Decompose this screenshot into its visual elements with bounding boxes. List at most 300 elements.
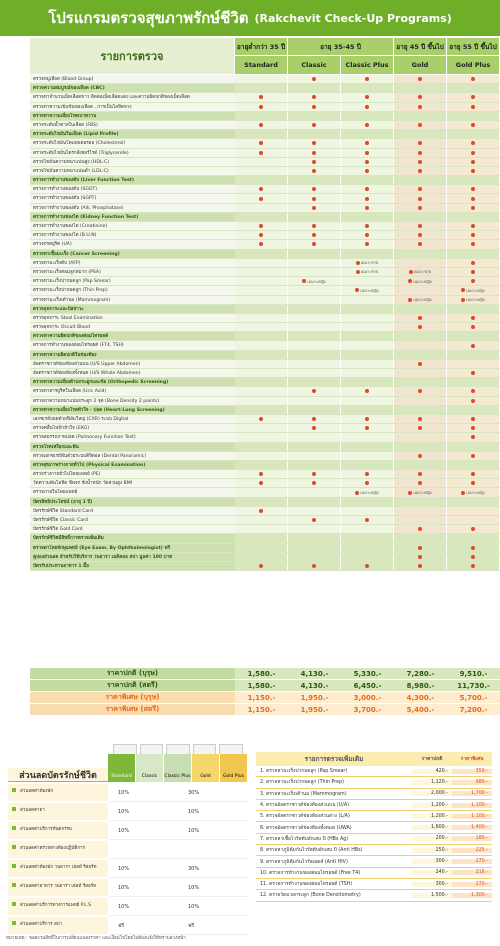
included-dot-icon bbox=[418, 564, 422, 568]
cell-col-5 bbox=[447, 544, 500, 552]
included-dot-icon bbox=[471, 426, 475, 430]
cell-col-3 bbox=[341, 259, 394, 267]
card-discount-row bbox=[8, 803, 248, 821]
cell-col-3 bbox=[341, 93, 394, 101]
header-gold bbox=[394, 38, 447, 74]
included-dot-icon bbox=[418, 187, 422, 191]
included-dot-icon bbox=[365, 123, 369, 127]
included-dot-icon bbox=[418, 151, 422, 155]
table-row bbox=[30, 369, 500, 378]
cell-col-4 bbox=[394, 433, 447, 441]
cell-col-1 bbox=[235, 296, 288, 304]
cell-col-4 bbox=[394, 360, 447, 368]
addon-regular-price: 240.- bbox=[412, 870, 452, 875]
card-discount-label: ส่วนลดค่าบริการทันตกรรม bbox=[8, 822, 108, 840]
row-label: ตรวจระดับไขมันในเลือด (Lipid Profile) bbox=[30, 130, 235, 138]
cell-col-3 bbox=[341, 360, 394, 368]
table-row bbox=[30, 194, 500, 203]
cell-col-2 bbox=[288, 314, 341, 322]
cell-col-4 bbox=[394, 461, 447, 469]
included-dot-icon bbox=[365, 564, 369, 568]
addon-row bbox=[256, 868, 492, 879]
included-dot-icon bbox=[471, 95, 475, 99]
cell-col-5 bbox=[447, 443, 500, 451]
cell-col-4 bbox=[394, 296, 447, 304]
addon-tests-panel bbox=[256, 752, 492, 902]
included-dot-icon bbox=[461, 288, 465, 292]
table-row bbox=[30, 433, 500, 442]
included-dot-icon bbox=[471, 279, 475, 283]
cell-col-5 bbox=[447, 185, 500, 193]
table-row bbox=[30, 121, 500, 130]
cell-col-4 bbox=[394, 479, 447, 487]
row-label: ตรวจหาความผิดปกติในช่องท้อง bbox=[30, 351, 235, 359]
cell-col-3 bbox=[341, 452, 394, 460]
cell-col-1 bbox=[235, 121, 288, 129]
cell-col-4 bbox=[394, 204, 447, 212]
cell-col-2 bbox=[288, 250, 341, 258]
included-dot-icon bbox=[312, 233, 316, 237]
cell-col-2 bbox=[288, 387, 341, 395]
addon-regular-price: 300.- bbox=[412, 882, 452, 887]
included-dot-icon bbox=[312, 95, 316, 99]
cell-note: เฉพาะชาย bbox=[360, 260, 379, 266]
card-col-header: Standard bbox=[108, 754, 136, 782]
card-discount-premium: 30% bbox=[178, 860, 248, 878]
included-dot-icon bbox=[312, 426, 316, 430]
cell-col-5 bbox=[447, 323, 500, 331]
cell-col-3 bbox=[341, 415, 394, 423]
cell-note: เฉพาะหญิง bbox=[466, 489, 485, 495]
cell-col-4 bbox=[394, 185, 447, 193]
addon-special-price: 1,700.- bbox=[452, 791, 492, 796]
cell-col-2 bbox=[288, 194, 341, 202]
cell-col-5 bbox=[447, 93, 500, 101]
cell-col-1 bbox=[235, 305, 288, 313]
left-margin bbox=[0, 38, 30, 718]
page-header bbox=[0, 0, 500, 36]
cell-col-2 bbox=[288, 158, 341, 166]
title-english: (Rakchevit Check-Up Programs) bbox=[254, 11, 452, 25]
header-standard-label: Standard bbox=[244, 61, 278, 69]
row-label: ตรวจหาความเข้มข้นของเลือด , การเป็นโลหิตจาง bbox=[30, 103, 235, 111]
addon-special-price: 980.- bbox=[452, 780, 492, 785]
price-value: 7,200.- bbox=[459, 705, 488, 714]
cell-col-3 bbox=[341, 424, 394, 432]
cell-col-4 bbox=[394, 75, 447, 83]
cell-col-2 bbox=[288, 139, 341, 147]
cell-col-1 bbox=[235, 525, 288, 533]
cell-col-3 bbox=[341, 378, 394, 386]
included-dot-icon bbox=[365, 242, 369, 246]
cell-col-3 bbox=[341, 213, 394, 221]
table-row bbox=[30, 204, 500, 213]
header-standard bbox=[235, 38, 288, 74]
cell-col-5 bbox=[447, 158, 500, 166]
addon-row bbox=[256, 856, 492, 867]
addon-special-price: 1,100.- bbox=[452, 803, 492, 808]
cell-col-4 bbox=[394, 158, 447, 166]
card-discount-label: ส่วนลดค่าอาหาร วนธารา เฮลท์ รีสอร์ท bbox=[8, 879, 108, 897]
table-row bbox=[30, 139, 500, 148]
included-dot-icon bbox=[312, 187, 316, 191]
cell-col-2 bbox=[288, 149, 341, 157]
cell-col-3 bbox=[341, 240, 394, 248]
cell-col-4 bbox=[394, 544, 447, 552]
included-dot-icon bbox=[365, 169, 369, 173]
cell-col-5 bbox=[447, 75, 500, 83]
cell-col-3 bbox=[341, 112, 394, 120]
cell-col-4 bbox=[394, 534, 447, 542]
row-label: บัตรรักษ์ชีวิต Classic Card bbox=[30, 516, 235, 524]
addon-special-price: 180.- bbox=[452, 836, 492, 841]
addon-regular-price: 420.- bbox=[412, 769, 452, 774]
included-dot-icon bbox=[418, 206, 422, 210]
cell-col-3 bbox=[341, 406, 394, 414]
cell-col-5 bbox=[447, 415, 500, 423]
cell-col-4 bbox=[394, 250, 447, 258]
included-dot-icon bbox=[365, 151, 369, 155]
category-row bbox=[30, 176, 500, 185]
category-row bbox=[30, 84, 500, 93]
included-dot-icon bbox=[312, 105, 316, 109]
included-dot-icon bbox=[259, 472, 263, 476]
cell-col-2 bbox=[288, 525, 341, 533]
header-gold-plus bbox=[447, 38, 500, 74]
cell-col-5 bbox=[447, 452, 500, 460]
row-label: วัดความดันโลหิต ชีพจร ชั่งน้ำหนัก วัดส่วนสูง BMI bbox=[30, 479, 235, 487]
cell-col-2 bbox=[288, 84, 341, 92]
included-dot-icon bbox=[356, 261, 360, 265]
price-value: 7,280.- bbox=[406, 669, 435, 678]
card-discount-premium bbox=[178, 841, 248, 859]
cell-col-4 bbox=[394, 406, 447, 414]
cell-col-4 bbox=[394, 507, 447, 515]
included-dot-icon bbox=[365, 187, 369, 191]
cell-col-2 bbox=[288, 286, 341, 294]
row-label: ตรวจโรคเหงือกและฟัน bbox=[30, 443, 235, 451]
included-dot-icon bbox=[312, 160, 316, 164]
cell-col-2 bbox=[288, 323, 341, 331]
cell-col-3 bbox=[341, 204, 394, 212]
price-label: ราคาพิเศษ (บุรุษ) bbox=[30, 692, 235, 703]
header-item-col: รายการตรวจ bbox=[30, 38, 235, 74]
cell-col-3 bbox=[341, 443, 394, 451]
included-dot-icon bbox=[259, 224, 263, 228]
row-label: อัลตราซาวด์ช่องท้องส่วนบน (U/S Upper Abdomen) bbox=[30, 360, 235, 368]
cell-col-4 bbox=[394, 314, 447, 322]
price-value: 9,510.- bbox=[459, 669, 488, 678]
cell-col-1 bbox=[235, 424, 288, 432]
included-dot-icon bbox=[312, 389, 316, 393]
included-dot-icon bbox=[418, 95, 422, 99]
cell-col-4 bbox=[394, 103, 447, 111]
cell-col-3 bbox=[341, 231, 394, 239]
cell-col-3 bbox=[341, 397, 394, 405]
included-dot-icon bbox=[312, 472, 316, 476]
row-label: ตรวจหามะเร็งเต้านม (Mammogram) bbox=[30, 296, 235, 304]
card-discount-row bbox=[8, 860, 248, 878]
included-dot-icon bbox=[471, 546, 475, 550]
cell-col-5 bbox=[447, 268, 500, 276]
row-label: ตรวจการทำงานของไต (Creatinine) bbox=[30, 222, 235, 230]
included-dot-icon bbox=[365, 197, 369, 201]
cell-col-2 bbox=[288, 553, 341, 561]
cell-col-1 bbox=[235, 185, 288, 193]
cell-col-4 bbox=[394, 397, 447, 405]
cell-col-5 bbox=[447, 286, 500, 294]
cell-col-2 bbox=[288, 167, 341, 175]
cell-col-2 bbox=[288, 121, 341, 129]
cell-col-1 bbox=[235, 314, 288, 322]
card-discount-label: ส่วนลดค่าห้องพัก bbox=[8, 784, 108, 802]
cell-col-2 bbox=[288, 360, 341, 368]
included-dot-icon bbox=[471, 206, 475, 210]
cell-col-1 bbox=[235, 369, 288, 377]
price-value: 1,950.- bbox=[300, 705, 329, 714]
addon-row bbox=[256, 879, 492, 890]
included-dot-icon bbox=[365, 481, 369, 485]
cell-col-1 bbox=[235, 204, 288, 212]
cell-col-5 bbox=[447, 488, 500, 496]
price-value: 1,580.- bbox=[247, 669, 276, 678]
card-discount-premium: ฟรี bbox=[178, 917, 248, 935]
included-dot-icon bbox=[365, 472, 369, 476]
included-dot-icon bbox=[418, 105, 422, 109]
header-classic-plus-label: Classic Plus bbox=[345, 61, 389, 69]
addon-special-price: 216.- bbox=[452, 870, 492, 875]
table-row bbox=[30, 314, 500, 323]
cell-col-1 bbox=[235, 516, 288, 524]
included-dot-icon bbox=[418, 197, 422, 201]
addon-regular-price-header: ราคาปกติ bbox=[421, 756, 443, 762]
addon-special-price: 270.- bbox=[452, 882, 492, 887]
cell-col-3 bbox=[341, 498, 394, 506]
included-dot-icon bbox=[471, 481, 475, 485]
cell-col-4 bbox=[394, 130, 447, 138]
cell-col-5 bbox=[447, 424, 500, 432]
cell-col-2 bbox=[288, 424, 341, 432]
cell-col-1 bbox=[235, 130, 288, 138]
cell-col-5 bbox=[447, 231, 500, 239]
cell-col-5 bbox=[447, 341, 500, 349]
cell-col-3 bbox=[341, 562, 394, 570]
included-dot-icon bbox=[408, 491, 412, 495]
cell-col-3 bbox=[341, 149, 394, 157]
included-dot-icon bbox=[312, 242, 316, 246]
included-dot-icon bbox=[259, 95, 263, 99]
cell-col-5 bbox=[447, 194, 500, 202]
included-dot-icon bbox=[408, 298, 412, 302]
row-label: ตรวจร่างกายทั่วไปโดยแพทย์ (PE) bbox=[30, 470, 235, 478]
cell-col-3 bbox=[341, 167, 394, 175]
cell-col-1 bbox=[235, 139, 288, 147]
cell-col-3 bbox=[341, 158, 394, 166]
cell-col-3 bbox=[341, 516, 394, 524]
table-row bbox=[30, 387, 500, 396]
table-row bbox=[30, 149, 500, 158]
row-label: ตรวจหาความเสี่ยงด้านกระดูกและข้อ (Orthopedic Screening) bbox=[30, 378, 235, 386]
included-dot-icon bbox=[471, 141, 475, 145]
included-dot-icon bbox=[365, 389, 369, 393]
included-dot-icon bbox=[471, 555, 475, 559]
included-dot-icon bbox=[365, 77, 369, 81]
cell-col-3 bbox=[341, 84, 394, 92]
cell-col-1 bbox=[235, 84, 288, 92]
included-dot-icon bbox=[471, 417, 475, 421]
included-dot-icon bbox=[471, 399, 475, 403]
cell-col-2 bbox=[288, 461, 341, 469]
cell-col-5 bbox=[447, 387, 500, 395]
cell-col-1 bbox=[235, 351, 288, 359]
table-row bbox=[30, 525, 500, 534]
included-dot-icon bbox=[312, 481, 316, 485]
category-row bbox=[30, 406, 500, 415]
cell-col-5 bbox=[447, 461, 500, 469]
card-discount-row bbox=[8, 822, 248, 840]
cell-col-3 bbox=[341, 544, 394, 552]
included-dot-icon bbox=[418, 426, 422, 430]
cell-col-3 bbox=[341, 387, 394, 395]
addon-special-price-header: ราคาพิเศษ bbox=[460, 756, 484, 762]
cell-col-5 bbox=[447, 222, 500, 230]
cell-col-1 bbox=[235, 553, 288, 561]
included-dot-icon bbox=[312, 564, 316, 568]
card-discount-label: ส่วนลดค่าบริการทางการแพทย์ P.L.S bbox=[8, 898, 108, 916]
cell-col-2 bbox=[288, 406, 341, 414]
card-discount-row bbox=[8, 784, 248, 802]
included-dot-icon bbox=[259, 509, 263, 513]
cell-col-4 bbox=[394, 443, 447, 451]
included-dot-icon bbox=[409, 270, 413, 274]
included-dot-icon bbox=[471, 325, 475, 329]
cell-col-4 bbox=[394, 470, 447, 478]
included-dot-icon bbox=[418, 546, 422, 550]
cell-col-2 bbox=[288, 507, 341, 515]
cell-col-3 bbox=[341, 507, 394, 515]
included-dot-icon bbox=[365, 141, 369, 145]
cell-col-3 bbox=[341, 130, 394, 138]
cell-col-3 bbox=[341, 332, 394, 340]
included-dot-icon bbox=[471, 224, 475, 228]
card-discount-label: ส่วนลดค่ายา bbox=[8, 803, 108, 821]
cell-note: เฉพาะชาย bbox=[413, 269, 432, 275]
table-row bbox=[30, 341, 500, 350]
cell-col-1 bbox=[235, 406, 288, 414]
header-age-45-plus: อายุ 45 ปี ขึ้นไป bbox=[394, 38, 446, 56]
cell-col-3 bbox=[341, 185, 394, 193]
cell-col-5 bbox=[447, 397, 500, 405]
row-label: ตรวจคลื่นไฟฟ้าหัวใจ (EKG) bbox=[30, 424, 235, 432]
price-row bbox=[30, 692, 500, 704]
row-label: ตรวจหาเชื้อมะเร็ง (Cancer Screening) bbox=[30, 250, 235, 258]
cell-col-4 bbox=[394, 516, 447, 524]
cell-col-2 bbox=[288, 222, 341, 230]
included-dot-icon bbox=[461, 298, 465, 302]
row-label: ตรวจการทำงานของตับ (SGPT) bbox=[30, 194, 235, 202]
category-row bbox=[30, 332, 500, 341]
table-row bbox=[30, 259, 500, 268]
table-row bbox=[30, 516, 500, 525]
card-discount-standard: 10% bbox=[108, 822, 178, 840]
price-value: 11,730.- bbox=[457, 681, 490, 690]
table-row bbox=[30, 222, 500, 231]
cell-col-1 bbox=[235, 470, 288, 478]
included-dot-icon bbox=[365, 224, 369, 228]
addon-name: 8. ตรวจหาภูมิคุ้มกันไวรัสตับอักเสบ บี (Anti HBs) bbox=[260, 848, 363, 854]
cell-col-3 bbox=[341, 250, 394, 258]
addon-name: 11. ตรวจการทำงานของต่อมไทรอยด์ (TSH) bbox=[260, 882, 353, 888]
cell-col-3 bbox=[341, 369, 394, 377]
cell-col-5 bbox=[447, 360, 500, 368]
price-row bbox=[30, 668, 500, 680]
included-dot-icon bbox=[259, 187, 263, 191]
category-row bbox=[30, 562, 500, 571]
row-label: ตรวจระดับไขมันไตรกลีเซอร์ไรด์ (Triglyceride) bbox=[30, 149, 235, 157]
cell-col-3 bbox=[341, 461, 394, 469]
card-discount-standard: 10% bbox=[108, 784, 178, 802]
addon-special-price: 270.- bbox=[452, 859, 492, 864]
table-row bbox=[30, 231, 500, 240]
cell-col-2 bbox=[288, 240, 341, 248]
cell-col-5 bbox=[447, 433, 500, 441]
cell-col-3 bbox=[341, 222, 394, 230]
cell-col-3 bbox=[341, 139, 394, 147]
cell-col-4 bbox=[394, 351, 447, 359]
price-value: 6,450.- bbox=[353, 681, 382, 690]
price-label: ราคาปกติ (สตรี) bbox=[30, 680, 235, 691]
cell-col-1 bbox=[235, 176, 288, 184]
cell-col-4 bbox=[394, 139, 447, 147]
cell-col-4 bbox=[394, 424, 447, 432]
price-value: 5,700.- bbox=[459, 693, 488, 702]
cell-col-5 bbox=[447, 351, 500, 359]
row-label: ตรวจหามะเร็งปากมดลูก (Pap Smear) bbox=[30, 277, 235, 285]
card-discount-standard: 10% bbox=[108, 898, 178, 916]
cell-col-5 bbox=[447, 406, 500, 414]
price-value: 4,130.- bbox=[300, 669, 329, 678]
cell-col-4 bbox=[394, 194, 447, 202]
cell-col-4 bbox=[394, 452, 447, 460]
row-label: ตรวจการทำงานของตับ (Alk. Phosphatase) bbox=[30, 204, 235, 212]
included-dot-icon bbox=[418, 527, 422, 531]
cell-col-4 bbox=[394, 341, 447, 349]
addon-special-price: 1,300.- bbox=[452, 893, 492, 898]
cell-col-1 bbox=[235, 277, 288, 285]
category-row bbox=[30, 250, 500, 259]
cell-col-2 bbox=[288, 185, 341, 193]
cell-col-4 bbox=[394, 305, 447, 313]
addon-regular-price: 1,200.- bbox=[412, 814, 452, 819]
included-dot-icon bbox=[365, 95, 369, 99]
included-dot-icon bbox=[471, 454, 475, 458]
card-col-header: Gold Plus bbox=[220, 754, 248, 782]
included-dot-icon bbox=[418, 454, 422, 458]
cell-col-2 bbox=[288, 305, 341, 313]
cell-col-5 bbox=[447, 369, 500, 377]
table-row bbox=[30, 75, 500, 84]
included-dot-icon bbox=[418, 555, 422, 559]
cell-col-1 bbox=[235, 498, 288, 506]
card-discount-standard: 10% bbox=[108, 879, 178, 897]
cell-col-4 bbox=[394, 259, 447, 267]
included-dot-icon bbox=[365, 518, 369, 522]
included-dot-icon bbox=[365, 206, 369, 210]
included-dot-icon bbox=[471, 371, 475, 375]
cell-col-2 bbox=[288, 397, 341, 405]
category-row bbox=[30, 213, 500, 222]
cell-col-2 bbox=[288, 204, 341, 212]
